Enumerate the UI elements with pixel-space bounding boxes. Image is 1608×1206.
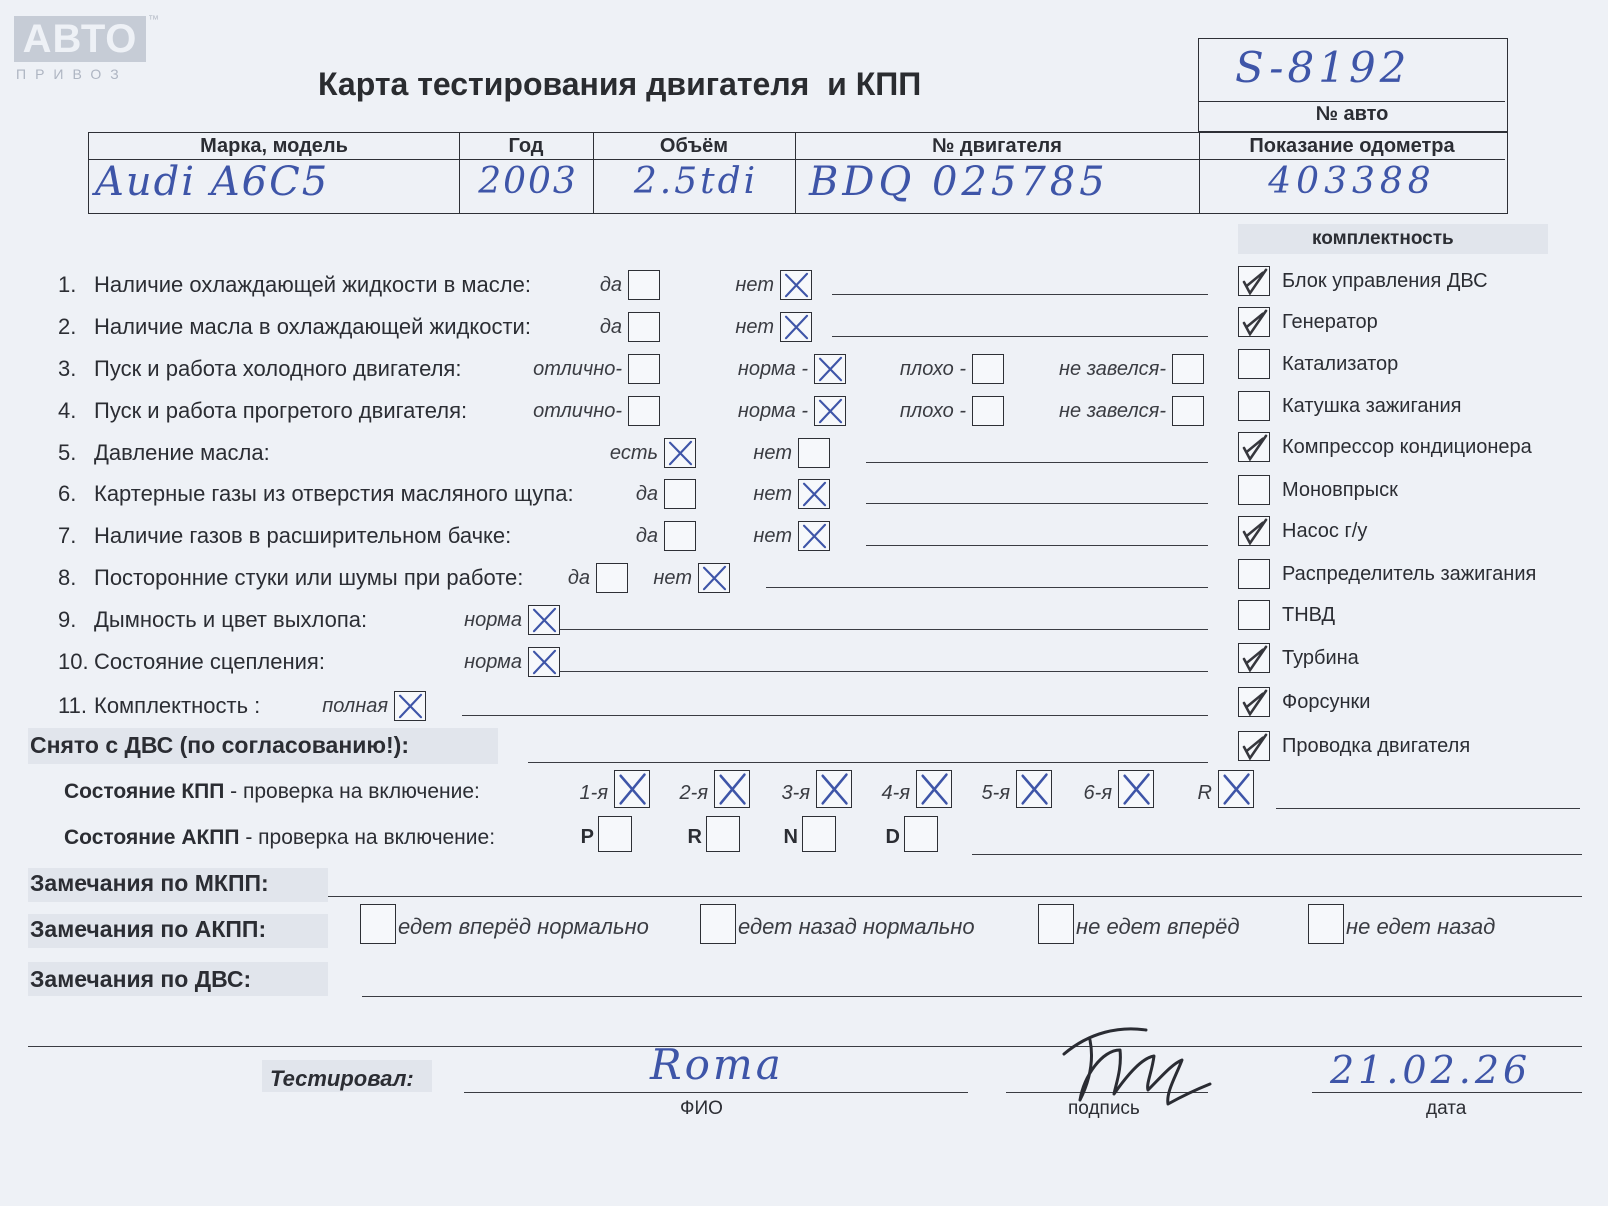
value-make-model: Audi A6C5	[95, 159, 330, 205]
question-8-line	[766, 587, 1208, 588]
question-7-checkbox[interactable]	[798, 521, 830, 551]
question-3-option-label: норма -	[737, 358, 808, 380]
kpp-gear-label: 4-я	[881, 782, 910, 804]
question-10-number: 10.	[58, 649, 89, 674]
question-4-number: 4.	[58, 398, 77, 423]
kpp-gear-label: 3-я	[781, 782, 810, 804]
akpp-remark-checkbox[interactable]	[700, 904, 736, 944]
header-engine-number: № двигателя	[932, 135, 1062, 157]
page-title: Карта тестирования двигателя и КПП	[318, 66, 922, 102]
question-6-line	[866, 503, 1208, 504]
auto-number-label: № авто	[1315, 103, 1389, 125]
question-5-option-label: есть	[609, 442, 658, 464]
question-3-option-label: не завелся-	[1059, 358, 1166, 380]
question-1-number: 1.	[58, 272, 77, 297]
question-5-number: 5.	[58, 440, 77, 465]
question-6-number: 6.	[58, 481, 77, 506]
question-10-line	[560, 671, 1208, 672]
question-5-line	[866, 462, 1208, 463]
date-caption: дата	[1426, 1098, 1467, 1119]
question-4-checkbox[interactable]	[1172, 396, 1204, 426]
akpp-mode-label: R	[687, 826, 702, 848]
question-9-number: 9.	[58, 607, 77, 632]
completeness-checkbox[interactable]	[1238, 307, 1270, 337]
question-10-option-label: норма	[464, 651, 522, 673]
question-9-line	[560, 629, 1208, 630]
question-2-option-label: нет	[735, 316, 774, 338]
kpp-label: Состояние КПП - проверка на включение:	[64, 780, 480, 803]
value-engine-number: BDQ 025785	[809, 159, 1109, 205]
question-3-checkbox[interactable]	[1172, 354, 1204, 384]
akpp-label: Состояние АКПП - проверка на включение:	[64, 826, 496, 849]
completeness-item-label: Компрессор кондиционера	[1282, 436, 1532, 458]
vehicle-info-table	[88, 132, 1508, 214]
header-make-model: Марка, модель	[200, 135, 348, 157]
header-odometer: Показание одометра	[1249, 135, 1455, 157]
signature-caption: подпись	[1068, 1098, 1140, 1119]
completeness-item-label: Турбина	[1282, 647, 1359, 669]
question-8-checkbox[interactable]	[698, 563, 730, 593]
kpp-gear-label: R	[1197, 782, 1212, 804]
completeness-checkbox[interactable]	[1238, 643, 1270, 673]
question-4-option-label: отлично-	[533, 400, 622, 422]
question-8-option-label: нет	[653, 567, 692, 589]
avto-privoz-logo	[14, 14, 159, 86]
question-6-option-label: нет	[753, 483, 792, 505]
question-7-number: 7.	[58, 523, 77, 548]
question-4-text: Пуск и работа прогретого двигателя:	[94, 398, 468, 423]
completeness-checkbox[interactable]	[1238, 687, 1270, 717]
auto-number-value: S-8192	[1235, 43, 1411, 92]
value-odometer: 403388	[1268, 161, 1436, 202]
question-7-text: Наличие газов в расширительном бачке:	[94, 523, 512, 548]
question-2-line	[832, 336, 1208, 337]
question-1-option-label: да	[599, 274, 622, 296]
completeness-item-label: Генератор	[1282, 311, 1378, 333]
question-6-option-label: да	[635, 483, 658, 505]
akpp-mode-checkbox[interactable]	[904, 816, 938, 852]
kpp-gear-label: 2-я	[679, 782, 708, 804]
value-volume: 2.5tdi	[633, 161, 759, 202]
completeness-title: комплектность	[1312, 228, 1454, 249]
completeness-checkbox[interactable]	[1238, 559, 1270, 589]
completeness-item-label: Блок управления ДВС	[1282, 270, 1488, 292]
akpp-remark-checkbox[interactable]	[360, 904, 396, 944]
question-11-line	[462, 715, 1208, 716]
completeness-checkbox[interactable]	[1238, 266, 1270, 296]
question-5-option-label: нет	[753, 442, 792, 464]
akpp-mode-label: D	[885, 826, 900, 848]
question-3-text: Пуск и работа холодного двигателя:	[94, 356, 462, 381]
question-10-checkbox[interactable]	[528, 647, 560, 677]
question-9-text: Дымность и цвет выхлопа:	[94, 607, 368, 632]
question-11-checkbox[interactable]	[394, 691, 426, 721]
akpp-remark-label: едет назад нормально	[738, 914, 975, 939]
logo-sub: ПРИВОЗ	[16, 66, 128, 82]
completeness-item-label: Катализатор	[1282, 353, 1399, 375]
question-5-checkbox[interactable]	[798, 438, 830, 468]
question-7-line	[866, 545, 1208, 546]
question-6-checkbox[interactable]	[798, 479, 830, 509]
completeness-item-label: Форсунки	[1282, 691, 1371, 713]
question-2-checkbox[interactable]	[780, 312, 812, 342]
completeness-checkbox[interactable]	[1238, 731, 1270, 761]
completeness-item-label: Катушка зажигания	[1282, 395, 1462, 417]
question-1-text: Наличие охлаждающей жидкости в масле:	[94, 272, 531, 297]
header-volume: Объём	[659, 135, 729, 157]
tested-label: Тестировал:	[270, 1066, 414, 1091]
question-9-checkbox[interactable]	[528, 605, 560, 635]
akpp-remark-checkbox[interactable]	[1308, 904, 1344, 944]
question-4-option-label: плохо -	[899, 400, 966, 422]
akpp-mode-label: P	[580, 826, 594, 848]
question-10-text: Состояние сцепления:	[94, 649, 325, 674]
completeness-item-label: Распределитель зажигания	[1282, 563, 1537, 585]
test-date: 21.02.26	[1330, 1048, 1532, 1092]
completeness-checkbox[interactable]	[1238, 349, 1270, 379]
logo-tm: ™	[148, 14, 159, 26]
tester-name: Roma	[650, 1040, 784, 1089]
question-11-number: 11.	[58, 693, 87, 718]
akpp-remark-checkbox[interactable]	[1038, 904, 1074, 944]
question-3-option-label: отлично-	[533, 358, 622, 380]
question-3-number: 3.	[58, 356, 77, 381]
question-3-option-label: плохо -	[899, 358, 966, 380]
completeness-item-label: Насос г/у	[1282, 520, 1368, 542]
completeness-checkbox[interactable]	[1238, 516, 1270, 546]
question-4-option-label: не завелся-	[1059, 400, 1166, 422]
question-6-text: Картерные газы из отверстия масляного щупа:	[94, 481, 574, 506]
signature	[1050, 1014, 1220, 1110]
kpp-gear-label: 1-я	[579, 782, 608, 804]
completeness-checkbox[interactable]	[1238, 475, 1270, 505]
auto-number-box	[1198, 38, 1508, 132]
question-2-option-label: да	[599, 316, 622, 338]
kpp-gear-label: 6-я	[1083, 782, 1112, 804]
question-2-text: Наличие масла в охлаждающей жидкости:	[94, 314, 531, 339]
fio-caption: ФИО	[680, 1098, 723, 1119]
kpp-gear-checkbox[interactable]	[1218, 770, 1254, 808]
completeness-item-label: ТНВД	[1282, 604, 1336, 626]
question-7-option-label: да	[635, 525, 658, 547]
remarks-dvs-label: Замечания по ДВС:	[30, 966, 252, 992]
remarks-akpp-label: Замечания по АКПП:	[30, 916, 267, 942]
completeness-checkbox[interactable]	[1238, 391, 1270, 421]
question-1-option-label: нет	[735, 274, 774, 296]
completeness-checkbox[interactable]	[1238, 432, 1270, 462]
question-9-option-label: норма	[464, 609, 522, 631]
question-8-text: Посторонние стуки или шумы при работе:	[94, 565, 524, 590]
question-8-option-label: да	[567, 567, 590, 589]
remarks-mkpp-label: Замечания по МКПП:	[30, 870, 269, 896]
question-5-text: Давление масла:	[94, 440, 270, 465]
question-7-option-label: нет	[753, 525, 792, 547]
question-1-checkbox[interactable]	[780, 270, 812, 300]
question-11-text: Комплектность :	[94, 693, 261, 718]
akpp-remark-label: едет вперёд нормально	[398, 914, 649, 939]
akpp-remark-label: не едет назад	[1346, 914, 1496, 939]
question-4-option-label: норма -	[737, 400, 808, 422]
question-8-number: 8.	[58, 565, 77, 590]
completeness-item-label: Моновпрыск	[1282, 479, 1398, 501]
header-year: Год	[508, 135, 544, 157]
completeness-item-label: Проводка двигателя	[1282, 735, 1471, 757]
value-year: 2003	[478, 161, 578, 202]
question-1-line	[832, 294, 1208, 295]
kpp-gear-label: 5-я	[981, 782, 1010, 804]
logo-main: АВТО	[14, 16, 146, 62]
akpp-mode-label: N	[783, 826, 798, 848]
removed-label: Снято с ДВС (по согласованию!):	[30, 732, 409, 758]
completeness-checkbox[interactable]	[1238, 600, 1270, 630]
akpp-remark-label: не едет вперёд	[1076, 914, 1240, 939]
question-2-number: 2.	[58, 314, 77, 339]
question-11-option-label: полная	[322, 695, 388, 717]
